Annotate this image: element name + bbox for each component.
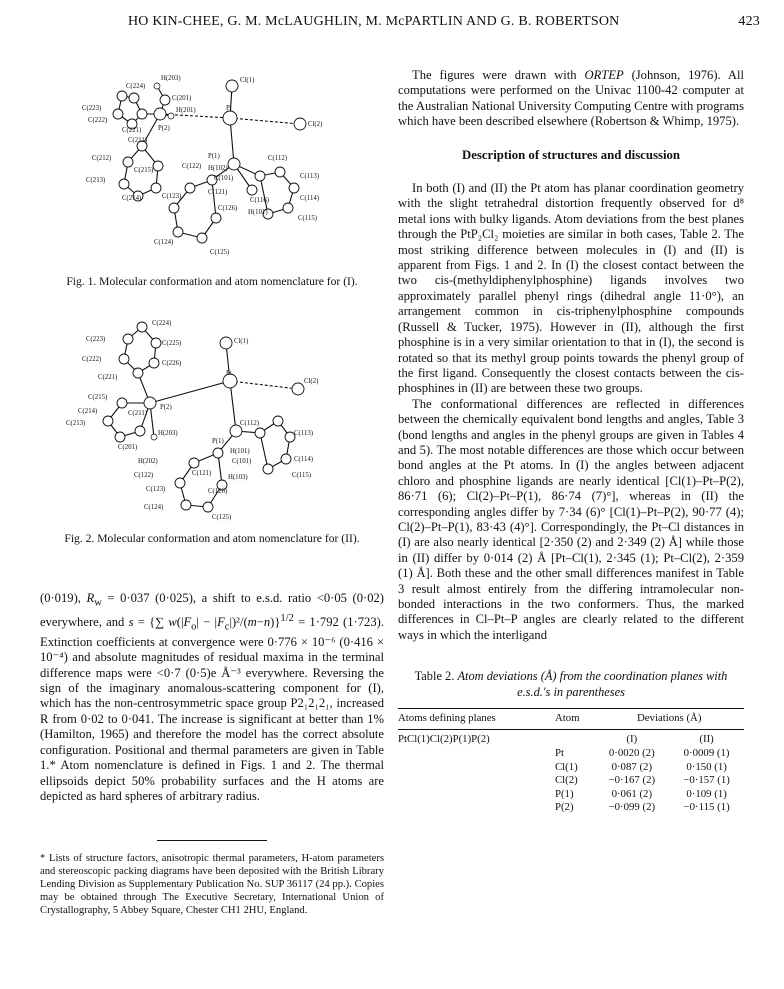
fig1-label: C(212): [92, 155, 112, 162]
fig1-label: C(214): [122, 195, 142, 202]
fig2-label: C(221): [98, 374, 118, 382]
col-deviations: Deviations (Å): [594, 709, 744, 730]
fig1-label: H(102): [208, 165, 228, 172]
fig2-label: C(121): [192, 470, 212, 478]
dev-II-cell: 0·109 (1): [686, 787, 727, 800]
fig1-label: Cl(2): [308, 121, 323, 128]
header-authors: HO KIN-CHEE, G. M. McLAUGHLIN, M. McPARTLIN AND G. B. ROBERTSON: [128, 14, 620, 29]
plane-definition: PtCl(1)Cl(2)P(1)P(2): [398, 733, 490, 746]
table-2-title: Table 2. Atom deviations (Å) from the coordination planes with e.s.d.'s in parentheses: [414, 669, 728, 699]
dev-I-cell: 0·061 (2): [611, 787, 653, 800]
fig1-label: C(201): [172, 95, 192, 102]
dev-II-cell: −0·115 (1): [683, 801, 730, 814]
fig1-label: C(114): [300, 195, 320, 202]
fig2-label: H(103): [228, 474, 248, 482]
refinement-paragraph: (0·019), $R_w = 0\cdot 037$ (0·025), a shift to e.s.d. ratio <0·05 (0·02) everywhere, and s = {∑ $w(|F_o| - |F_c|)^2/(m-n)\}^{1/2} = 1\cdot 792$ (1·723). Extinction coefficients at convergence were 0·776 × 10⁻⁶ (0·416 × 10⁻⁴) and absolute magnitudes of residual maxima in the terminal difference maps were <0·7 (0·5)e Å⁻³ everywhere. Reversing the sign of the imaginary anomalous-scattering component for (I), which has the non-centrosymmetric space group P2₁2₁2₁, increased R from 0·02 to 0·041. The increase is significant at better than 1% (Hamilton, 1965) and therefore the model has the correct absolute configuration. Positional and thermal parameters are given in Table 1.* Atom nomenclature is defined in Figs. 1 and 2. The thermal ellipsoids depict 50% probability surfaces and the H atoms are depicted as hard spheres of arbitrary radius.: [40, 590, 384, 803]
fig2-label: C(211): [128, 410, 148, 418]
atom-cell: Pt: [554, 747, 564, 760]
atom-cell: P(2): [554, 801, 574, 814]
section-heading: Description of structures and discussion: [461, 147, 681, 162]
fig1-label: C(126): [218, 205, 238, 212]
dev-I-cell: −0·099 (2): [608, 801, 656, 814]
fig1-label: H(203): [161, 75, 181, 82]
fig2-label: H(101): [230, 448, 250, 456]
dev-I-cell: 0·087 (2): [611, 760, 653, 773]
fig2-label: C(214): [78, 408, 98, 416]
fig1-label: C(211): [128, 137, 148, 144]
fig2-label: C(112): [240, 420, 260, 428]
table-header-row: [398, 709, 744, 730]
discussion-paragraph-1: In both (I) and (II) the Pt atom has planar coordination geometry with the slight tetrahedral distortion frequently observed for d⁸ metal ions with bulky ligands. Atom deviations from the best planes through the PtP₂Cl₂ moieties are similar in both cases, Table 2. The most striking difference between molecules in (I) and (II) is apparent from Figs. 1 and 2. In (I) the closest contact between the two cis-(methyldiphenylphosphine) ligands involves two approximately parallel phenyl rings (dihedral angle 11·0°), an arrangement common in cis-triphenylphosphine compounds (Russell & Tucker, 1975). However in (II), although the first phosphine is in a very similar orientation to that in (I), the second is rotated so that its methyl group points towards the phenyl group of the first ligand. Consequently the closest contacts between the cis-phosphines in (II) are between these two groups.: [398, 181, 744, 396]
left-body-text: [40, 591, 384, 917]
fig2-label: C(215): [88, 394, 108, 402]
fig1-label: C(224): [126, 83, 146, 90]
fig1-label: C(222): [88, 117, 108, 124]
fig2-label: C(213): [66, 420, 86, 428]
fig2-label: C(222): [82, 356, 102, 364]
fig1-label: H(101): [248, 209, 268, 216]
atom-cell: P(1): [554, 787, 574, 800]
fig2-label: C(122): [134, 472, 154, 480]
atom-cell: Cl(1): [554, 760, 578, 773]
fig1-label: C(112): [268, 155, 288, 162]
fig2-label: C(114): [294, 456, 314, 464]
col-planes: Atoms defining planes: [398, 709, 555, 730]
fig2-label: C(125): [212, 514, 232, 522]
table-row: [398, 730, 744, 747]
fig2-label: C(124): [144, 504, 164, 512]
subhead-I: (I): [626, 733, 638, 746]
fig1-label: C(124): [154, 239, 174, 246]
footnote-divider: [157, 840, 267, 841]
fig1-label: P(2): [158, 125, 170, 132]
col-atom: Atom: [555, 709, 594, 730]
table-row: [398, 747, 744, 761]
fig2-label: Cl(2): [304, 378, 319, 386]
fig1-label: C(221): [122, 127, 142, 134]
fig2-label: P(1): [212, 438, 224, 446]
dev-II-cell: 0·0009 (1): [683, 747, 730, 760]
fig2-label: P(2): [160, 404, 172, 412]
fig1-label: Pt: [226, 105, 232, 112]
intro-paragraph: The figures were drawn with ORTEP (Johnson, 1976). All computations were performed on the Univac 1100-42 computer at the Australian National University Computing Centre with programs which have been described elsewhere (Robertson & Whimp, 1975).: [398, 68, 744, 129]
fig2-label: C(113): [294, 430, 314, 438]
fig1-label: Cl(1): [240, 77, 255, 84]
fig2-label: H(203): [158, 430, 178, 438]
fig2-label: C(101): [232, 458, 252, 466]
fig2-label: C(123): [146, 486, 166, 494]
fig1-label: C(116): [250, 197, 270, 204]
fig1-label: C(215): [134, 167, 154, 174]
subhead-II: (II): [699, 733, 714, 746]
fig1-label: H(201): [176, 107, 196, 114]
fig2-label: C(115): [292, 472, 312, 480]
fig2-bonds: [108, 327, 298, 507]
dev-II-cell: 0·150 (1): [686, 760, 727, 773]
fig1-label: C(101): [214, 175, 234, 182]
figure-1-ortep-drawing: [62, 68, 362, 268]
fig1-label: C(213): [86, 177, 106, 184]
fig2-label: C(225): [162, 340, 182, 348]
figure-1: [62, 68, 362, 268]
figure-2: [62, 313, 362, 525]
fig1-label: C(122): [182, 163, 202, 170]
left-column: [40, 68, 384, 928]
running-header: [40, 10, 760, 32]
figure-1-caption: Fig. 1. Molecular conformation and atom nomenclature for (I).: [66, 275, 358, 288]
table-2: [398, 708, 744, 815]
fig1-label: C(115): [298, 215, 318, 222]
fig1-label: C(125): [210, 249, 230, 256]
dev-II-cell: −0·157 (1): [683, 774, 730, 787]
table-row: [398, 774, 744, 788]
footnote: * Lists of structure factors, anisotropic thermal parameters, H-atom parameters and stereoscopic packing diagrams have been deposited with the British Library Lending Division as Supplementary Publication No. SUP 36117 (24 pp.). Copies may be obtained through The Executive Secretary, International Union of Crystallography, 5 Abbey Square, Chester CH1 2HU, England.: [40, 852, 384, 916]
atom-cell: Cl(2): [554, 774, 578, 787]
dev-I-cell: −0·167 (2): [608, 774, 656, 787]
table-row: [398, 788, 744, 802]
figure-2-caption: Fig. 2. Molecular conformation and atom nomenclature for (II).: [64, 532, 360, 546]
fig2-label: C(201): [118, 444, 138, 452]
figure-2-ortep-drawing: [62, 313, 362, 525]
table-row: [398, 801, 744, 815]
table-row: [398, 761, 744, 775]
fig2-label: C(226): [162, 360, 182, 368]
fig2-atoms: [103, 322, 304, 512]
fig1-label: C(223): [82, 105, 102, 112]
discussion-paragraph-2: The conformational differences are reflected in differences between the chemically equivalent bond lengths and angles, Table 3 (bond lengths and angles in the phenyl groups are given in Tables 4 and 5). The most notable differences are those which occur between bond angles at the Pt atoms. In (I) the angles between adjacent chloro and phosphine ligands are nearly identical [Cl(1)–Pt–P(2), 86·71 (6); Cl(2)–Pt–P(1), 86·74 (7)°], whereas in (II) the corresponding angles differ by 7·34 (6)° [Cl(1)–Pt–P(2), 90·77 (4); Cl(2)–Pt–P(1), 83·43 (4)°]. Correspondingly, the Pt–Cl distances in (I) are also nearly identical [2·350 (2) and 2·349 (2) Å] while those in (II) differ by 0·014 (2) Å [Pt–Cl(1), 2·345 (1); Pt–Cl(2), 2·359 (1) Å]. Both these and the other small differences manifest in Table 3 result almost entirely from the differing intramolecular non-bonded interactions in the two conformers. Thus, the marked differences in Cl–Pt–P angles are clearly related to the different ways in which the interligand: [398, 396, 744, 642]
dev-I-cell: 0·0020 (2): [608, 747, 655, 760]
right-column: [398, 68, 744, 815]
fig1-atom-labels: [82, 75, 322, 256]
page-number: 423: [738, 14, 760, 29]
fig2-label: C(223): [86, 336, 106, 344]
fig1-label: C(121): [208, 189, 228, 196]
fig2-label: H(202): [138, 458, 158, 466]
fig1-label: P(1): [208, 153, 220, 160]
fig2-label: Pt: [226, 370, 232, 378]
fig1-label: C(123): [162, 193, 182, 200]
fig2-label: C(126): [208, 488, 228, 496]
fig2-label: C(224): [152, 320, 172, 328]
fig2-label: Cl(1): [234, 338, 249, 346]
fig1-label: C(113): [300, 173, 320, 180]
